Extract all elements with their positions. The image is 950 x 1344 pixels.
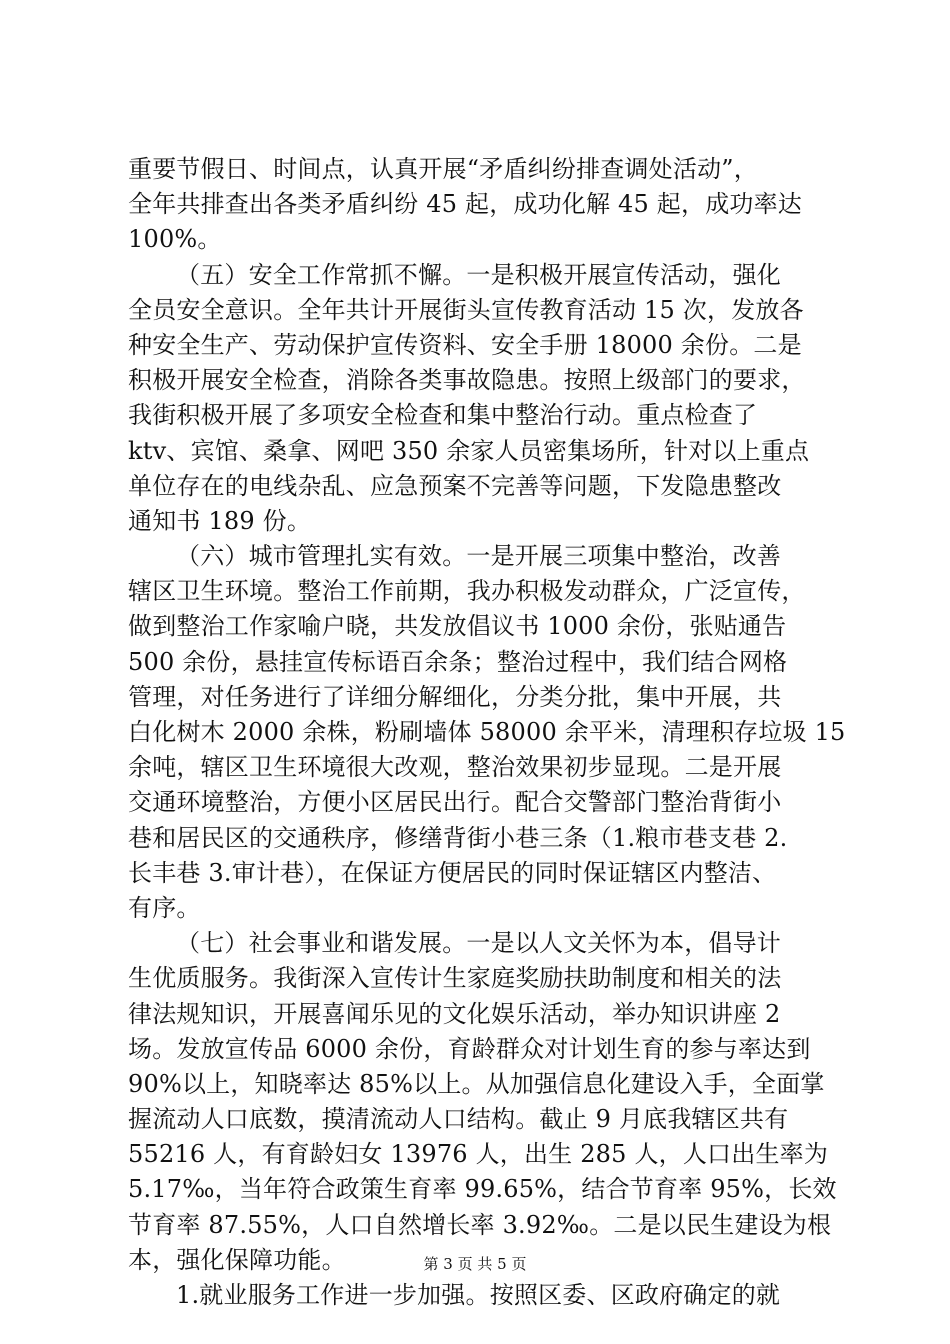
text-line: 单位存在的电线杂乱、应急预案不完善等问题，下发隐患整改	[128, 471, 782, 500]
text-line: 生优质服务。我街深入宣传计生家庭奖励扶助制度和相关的法	[128, 964, 782, 993]
text-line: （七）社会事业和谐发展。一是以人文关怀为本，倡导计	[176, 929, 781, 958]
text-line: （五）安全工作常抓不懈。一是积极开展宣传活动，强化	[176, 260, 781, 289]
text-line: 交通环境整治，方便小区居民出行。配合交警部门整治背街小	[128, 788, 782, 817]
text-line: 全年共排查出各类矛盾纠纷 45 起，成功化解 45 起，成功率达	[128, 190, 802, 219]
text-line: 种安全生产、劳动保护宣传资料、安全手册 18000 余份。二是	[128, 330, 802, 359]
page-footer: 第 3 页 共 5 页	[423, 1255, 527, 1273]
text-line: 500 余份，悬挂宣传标语百余条；整治过程中，我们结合网格	[128, 647, 788, 676]
text-line: 白化树木 2000 余株，粉刷墙体 58000 余平米，清理积存垃圾 15	[128, 718, 846, 746]
text-line: ktv、宾馆、桑拿、网吧 350 余家人员密集场所，针对以上重点	[128, 436, 810, 465]
text-line: 90%以上，知晓率达 85%以上。从加强信息化建设入手，全面掌	[128, 1069, 825, 1098]
text-line: 5.17‰，当年符合政策生育率 99.65%，结合节育率 95%，长效	[128, 1175, 837, 1204]
text-line: 有序。	[128, 893, 201, 922]
text-line: 辖区卫生环境。整治工作前期，我办积极发动群众，广泛宣传，	[128, 577, 806, 606]
text-line: （六）城市管理扎实有效。一是开展三项集中整治，改善	[176, 542, 781, 571]
text-line: 握流动人口底数，摸清流动人口结构。截止 9 月底我辖区共有	[128, 1105, 789, 1134]
text-line: 积极开展安全检查，消除各类事故隐患。按照上级部门的要求，	[128, 366, 806, 395]
text-line: 巷和居民区的交通秩序，修缮背街小巷三条（1.粮市巷支巷 2.	[128, 823, 788, 852]
text-line: 重要节假日、时间点，认真开展“矛盾纠纷排查调处活动”，	[128, 155, 758, 183]
text-line: 管理，对任务进行了详细分解细化，分类分批，集中开展，共	[128, 682, 782, 711]
text-line: 长丰巷 3.审计巷），在保证方便居民的同时保证辖区内整洁、	[128, 858, 777, 887]
text-line: 全员安全意识。全年共计开展街头宣传教育活动 15 次，发放各	[128, 295, 804, 324]
text-line: 律法规知识，开展喜闻乐见的文化娱乐活动，举办知识讲座 2	[128, 999, 781, 1028]
text-line: 场。发放宣传品 6000 余份，育龄群众对计划生育的参与率达到	[128, 1034, 811, 1063]
text-line: 本，强化保障功能。	[128, 1245, 346, 1274]
text-line: 节育率 87.55%，人口自然增长率 3.92‰。二是以民生建设为根	[128, 1210, 832, 1239]
text-line: 1.就业服务工作进一步加强。按照区委、区政府确定的就	[176, 1281, 781, 1309]
text-line: 余吨，辖区卫生环境很大改观，整治效果初步显现。二是开展	[128, 753, 782, 782]
text-line: 做到整治工作家喻户晓，共发放倡议书 1000 余份，张贴通告	[128, 612, 787, 641]
document-body	[128, 152, 846, 1313]
text-line: 我街积极开展了多项安全检查和集中整治行动。重点检查了	[128, 401, 758, 430]
text-line: 通知书 189 份。	[128, 506, 312, 535]
text-line: 55216 人，有育龄妇女 13976 人，出生 285 人，人口出生率为	[128, 1140, 829, 1169]
text-line: 100%。	[128, 225, 222, 254]
